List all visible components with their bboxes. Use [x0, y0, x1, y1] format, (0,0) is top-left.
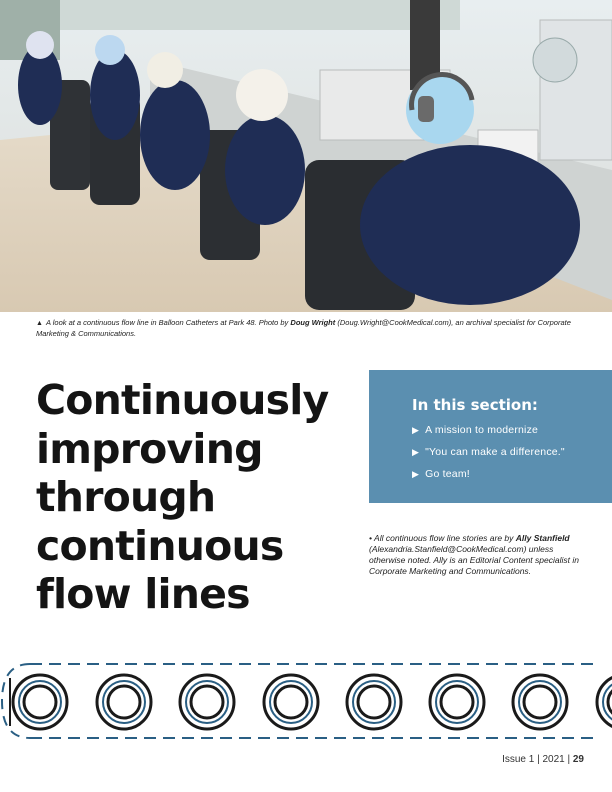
ring-icon — [513, 675, 567, 729]
section-link-go-team[interactable] — [412, 466, 565, 488]
section-link-difference[interactable] — [412, 444, 565, 466]
folio-year: 2021 — [542, 754, 565, 765]
credit-prefix: All continuous flow line stories are by — [374, 533, 514, 543]
title-line: Continuously — [36, 376, 329, 424]
caption-prefix: A look at a continuous flow line in Balloon Catheters at Park 48. Photo by — [45, 318, 289, 327]
folio-issue: Issue 1 — [502, 754, 535, 765]
section-link-label: A mission to modernize — [425, 424, 539, 436]
ring-band-illustration — [0, 656, 612, 742]
credit-suffix: (Alexandria.Stanfield@CookMedical.com) unless otherwise noted. Ally is an Editorial Content specialist in Corporate Marketing and Communications. — [369, 544, 579, 576]
ring-icon — [597, 675, 612, 729]
decorative-ring-band — [0, 656, 612, 742]
section-link-label: "You can make a difference." — [425, 446, 565, 458]
bullet-icon: • — [369, 533, 375, 543]
caption-suffix: (Doug.Wright@CookMedical.com), an archival specialist for Corporate Marketing & Communications. — [36, 318, 571, 338]
title-line: continuous — [36, 521, 284, 570]
page-folio: Issue 1 | 2021 | 29 — [502, 754, 584, 765]
section-box-title: In this section: — [412, 396, 538, 414]
play-arrow-icon: ▶ — [412, 469, 420, 479]
page-title — [36, 376, 356, 619]
credit-author: Ally Stanfield — [515, 533, 570, 543]
section-link-modernize[interactable] — [412, 422, 565, 444]
title-line: flow lines — [36, 570, 250, 618]
ring-icon — [180, 675, 234, 729]
triangle-icon: ▲ — [36, 320, 43, 327]
ring-icon — [264, 675, 318, 729]
photo-caption — [36, 318, 576, 339]
page-number: 29 — [572, 754, 584, 765]
caption-photographer: Doug Wright — [290, 318, 336, 327]
play-arrow-icon: ▶ — [412, 447, 420, 457]
author-credit — [369, 533, 581, 577]
ring-icon — [97, 675, 151, 729]
play-arrow-icon: ▶ — [412, 425, 420, 435]
ring-icon — [347, 675, 401, 729]
section-contents-box — [369, 370, 612, 503]
ring-icon — [13, 675, 67, 729]
hero-photo — [0, 0, 612, 312]
section-list — [412, 422, 565, 488]
hero-photo-illustration — [0, 0, 612, 312]
ring-icon — [430, 675, 484, 729]
title-line: improving — [36, 424, 263, 473]
section-link-label: Go team! — [425, 468, 470, 480]
title-line: through — [36, 473, 216, 521]
